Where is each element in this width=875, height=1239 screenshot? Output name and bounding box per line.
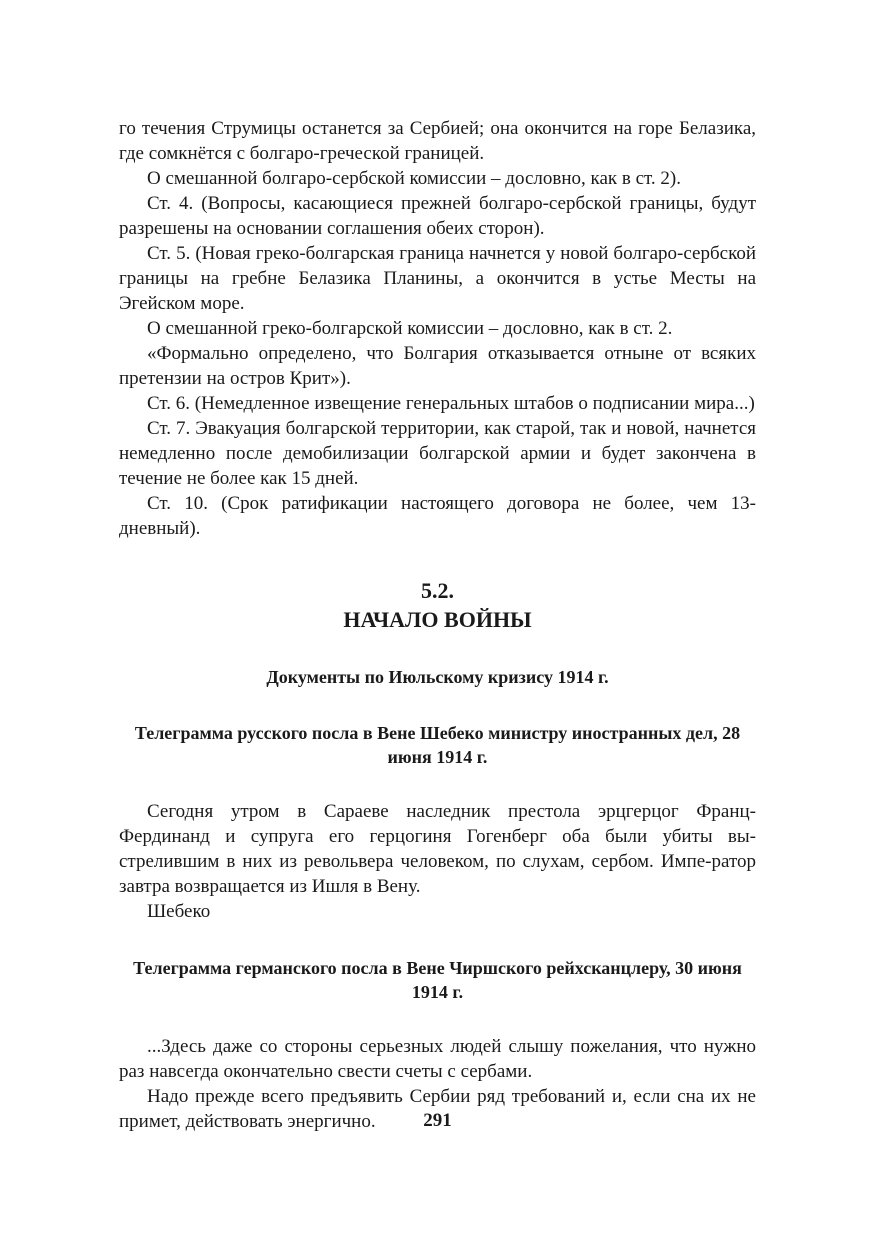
page-body — [119, 116, 756, 1134]
paragraph-commission-bg-serb: О смешанной болгаро-сербской комиссии – дословно, как в ст. 2). — [147, 168, 681, 189]
document-title-tschirschky: Телеграмма германского посла в Вене Чиршского рейхсканцлеру, 30 июня 1914 г. — [133, 958, 742, 1002]
paragraph-article-7: Ст. 7. Эвакуация болгарской территории, как старой, так и новой, начнется немедленно после демобилизации болгарской армии и будет закончена в течение не более как 15 дней. — [119, 418, 756, 489]
paragraph-article-6: Ст. 6. (Немедленное извещение генеральных штабов о подписании мира...) — [147, 393, 755, 414]
paragraph-article-10: Ст. 10. (Срок ратификации настоящего договора не более, чем 13-дневный). — [119, 493, 756, 539]
paragraph-article-5: Ст. 5. (Новая греко-болгарская граница начнется у новой болгаро-сербской границы на гребне Белазика Планины, а окончится в устье Месты на Эгейском море. — [119, 243, 756, 314]
paragraph-commission-gr-bg: О смешанной греко-болгарской комиссии – дословно, как в ст. 2. — [147, 318, 673, 339]
paragraph-continued: го течения Струмицы останется за Сербией; она окончится на горе Белазика, где сомкнётся с болгаро-греческой границей. — [119, 118, 756, 164]
page-number: 291 — [423, 1110, 452, 1131]
document-body-tschirschky-1: ...Здесь даже со стороны серьезных людей слышу пожелания, что нужно раз навсегда окончательно свести счеты с сербами. — [119, 1036, 756, 1082]
document-body-shebeko: Сегодня утром в Сараеве наследник престола эрцгерцог Франц-Фердинанд и супруга его герцогиня Гогенберг оба были убиты вы-стрелившим в них из револьвера человеком, по слухам, сербом. Импе-ратор завтра возвращается из Ишля в Вену. — [119, 801, 756, 897]
section-subtitle: Документы по Июльскому кризису 1914 г. — [266, 667, 609, 687]
paragraph-crete-claim: «Формально определено, что Болгария отказывается отныне от всяких претензии на остров Крит»). — [119, 343, 756, 389]
section-number: 5.2. — [421, 578, 454, 603]
document-body-tschirschky-2: Надо прежде всего предъявить Сербии ряд требований и, если сна их не примет, действовать энергично. — [119, 1086, 756, 1132]
section-title: НАЧАЛО ВОЙНЫ — [343, 607, 532, 632]
document-signature: Шебеко — [147, 901, 211, 922]
paragraph-article-4: Ст. 4. (Вопросы, касающиеся прежней болгаро-сербской границы, будут разрешены на основании соглашения обеих сторон). — [119, 193, 756, 239]
document-title-shebeko: Телеграмма русского посла в Вене Шебеко министру иностранных дел, 28 июня 1914 г. — [134, 723, 741, 767]
